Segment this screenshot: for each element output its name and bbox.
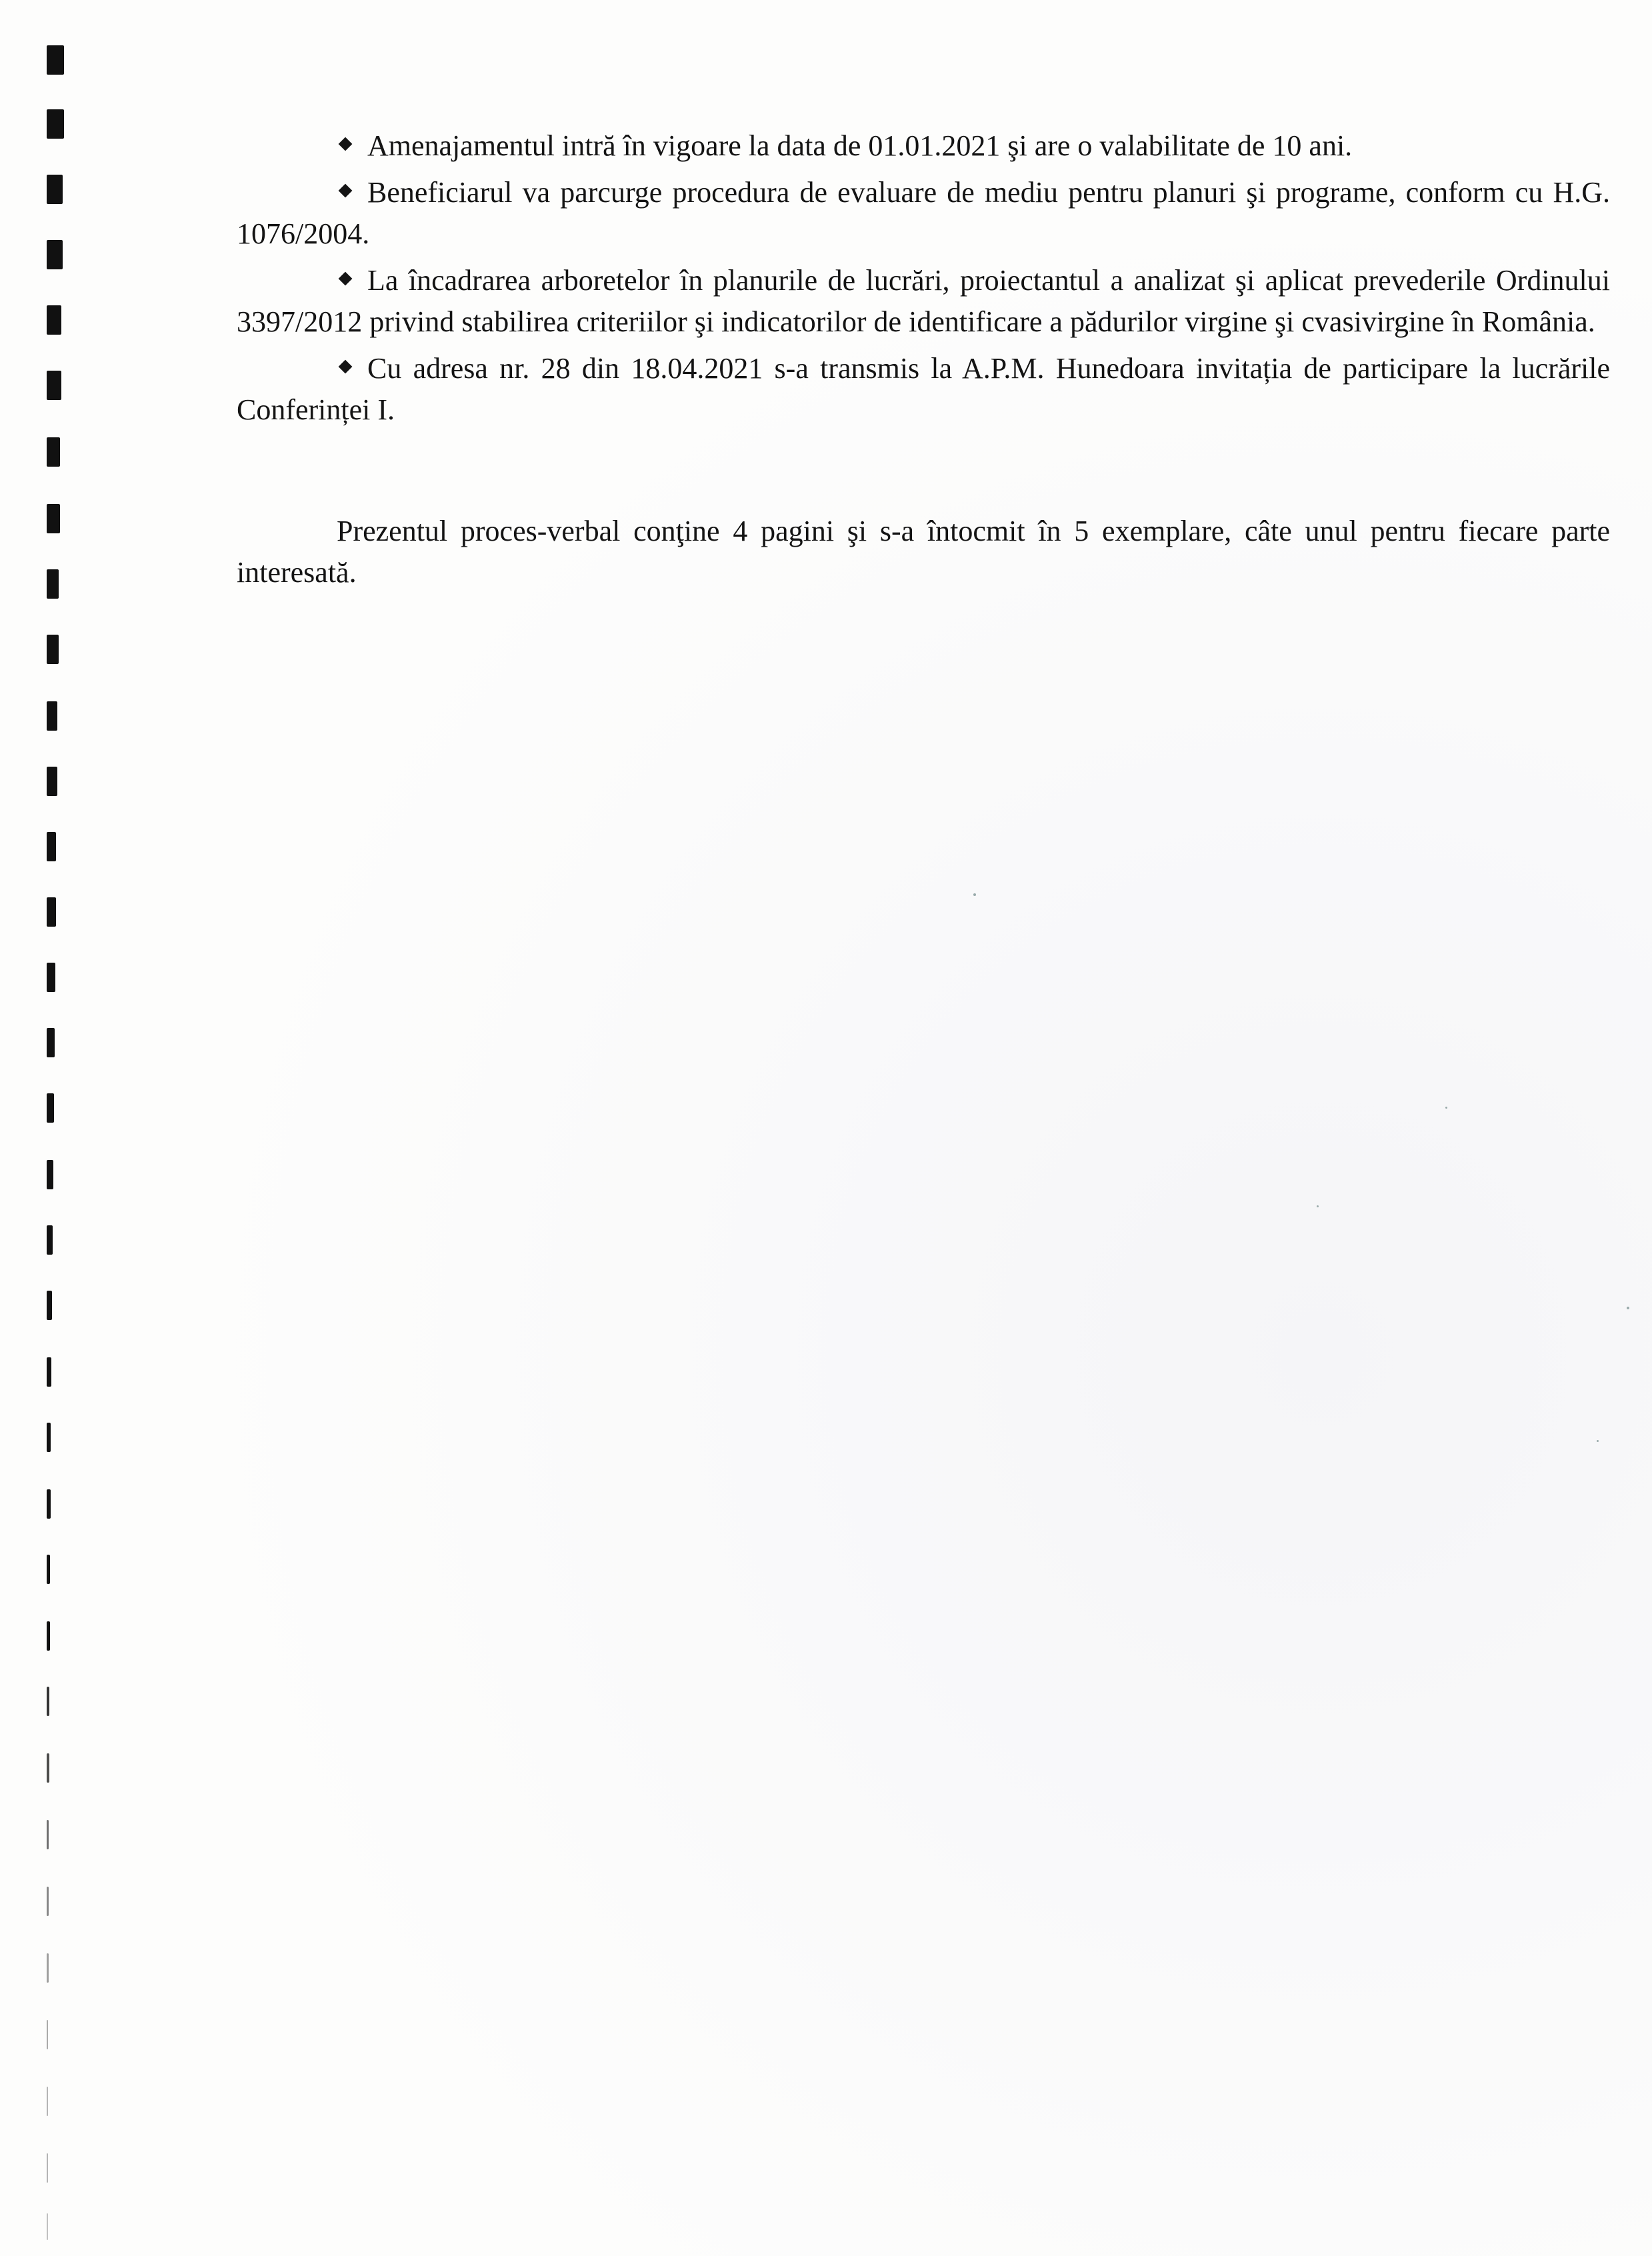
bullet-paragraph-4 — [237, 348, 1610, 431]
binding-hole — [47, 832, 56, 861]
binding-holes — [47, 27, 87, 2240]
binding-hole — [47, 635, 59, 664]
bullet-text: Cu adresa nr. 28 din 18.04.2021 s-a transmis la A.P.M. Hunedoara invitația de participare la lucrările Conferinței I. — [237, 352, 1610, 426]
binding-hole — [47, 1621, 50, 1651]
binding-hole — [47, 305, 61, 335]
closing-paragraph: Prezentul proces-verbal conţine 4 pagini şi s-a întocmit în 5 exemplare, câte unul pentru fiecare parte interesată. — [237, 515, 1610, 589]
bullet-paragraph-3 — [237, 260, 1610, 343]
document-body — [237, 125, 1610, 599]
binding-hole — [47, 963, 55, 992]
diamond-bullet-icon — [337, 135, 354, 153]
bullet-paragraph-1 — [237, 125, 1610, 167]
binding-hole — [47, 175, 63, 204]
binding-hole — [47, 1489, 51, 1519]
diamond-bullet-icon — [337, 182, 354, 199]
binding-hole — [47, 504, 60, 533]
bullet-text: Amenajamentul intră în vigoare la data de 01.01.2021 şi are o valabilitate de 10 ani. — [367, 129, 1353, 162]
scan-speck — [1317, 1205, 1319, 1207]
diamond-bullet-icon — [337, 270, 354, 287]
binding-hole — [47, 1555, 50, 1584]
bullet-text: Beneficiarul va parcurge procedura de evaluare de mediu pentru planuri şi programe, conform cu H.G. 1076/2004. — [237, 176, 1610, 250]
binding-hole — [47, 1291, 52, 1320]
binding-hole — [47, 1753, 49, 1783]
bullet-text: La încadrarea arboretelor în planurile de lucrări, proiectantul a analizat şi aplicat prevederile Ordinului 3397/2012 privind stabilirea criteriilor şi indicatorilor de identificare a pădurilor virgine şi cvasivirgine în România. — [237, 264, 1610, 338]
scan-speck — [1627, 1307, 1629, 1309]
binding-hole — [47, 897, 56, 927]
scan-speck — [973, 893, 976, 896]
binding-hole — [47, 1953, 49, 1983]
binding-hole — [47, 767, 57, 796]
bullet-paragraph-2 — [237, 172, 1610, 255]
binding-hole — [47, 1357, 51, 1387]
binding-hole — [47, 701, 57, 731]
binding-hole — [47, 1225, 53, 1255]
binding-hole — [47, 1160, 53, 1189]
binding-hole — [47, 437, 60, 467]
binding-hole — [47, 1423, 51, 1452]
binding-hole — [47, 1820, 49, 1849]
diamond-bullet-icon — [337, 358, 354, 375]
binding-hole — [47, 371, 61, 400]
binding-hole — [47, 1093, 54, 1123]
binding-hole — [47, 45, 64, 75]
binding-hole — [47, 2087, 48, 2116]
binding-hole — [47, 1028, 55, 1057]
binding-hole — [47, 2213, 48, 2240]
binding-hole — [47, 1887, 49, 1916]
binding-hole — [47, 2153, 48, 2183]
scan-speck — [1597, 1440, 1599, 1442]
binding-hole — [47, 240, 63, 269]
scan-speck — [1445, 1107, 1447, 1109]
binding-hole — [47, 569, 59, 599]
binding-hole — [47, 1687, 49, 1716]
binding-hole — [47, 2020, 48, 2049]
binding-hole — [47, 109, 64, 139]
